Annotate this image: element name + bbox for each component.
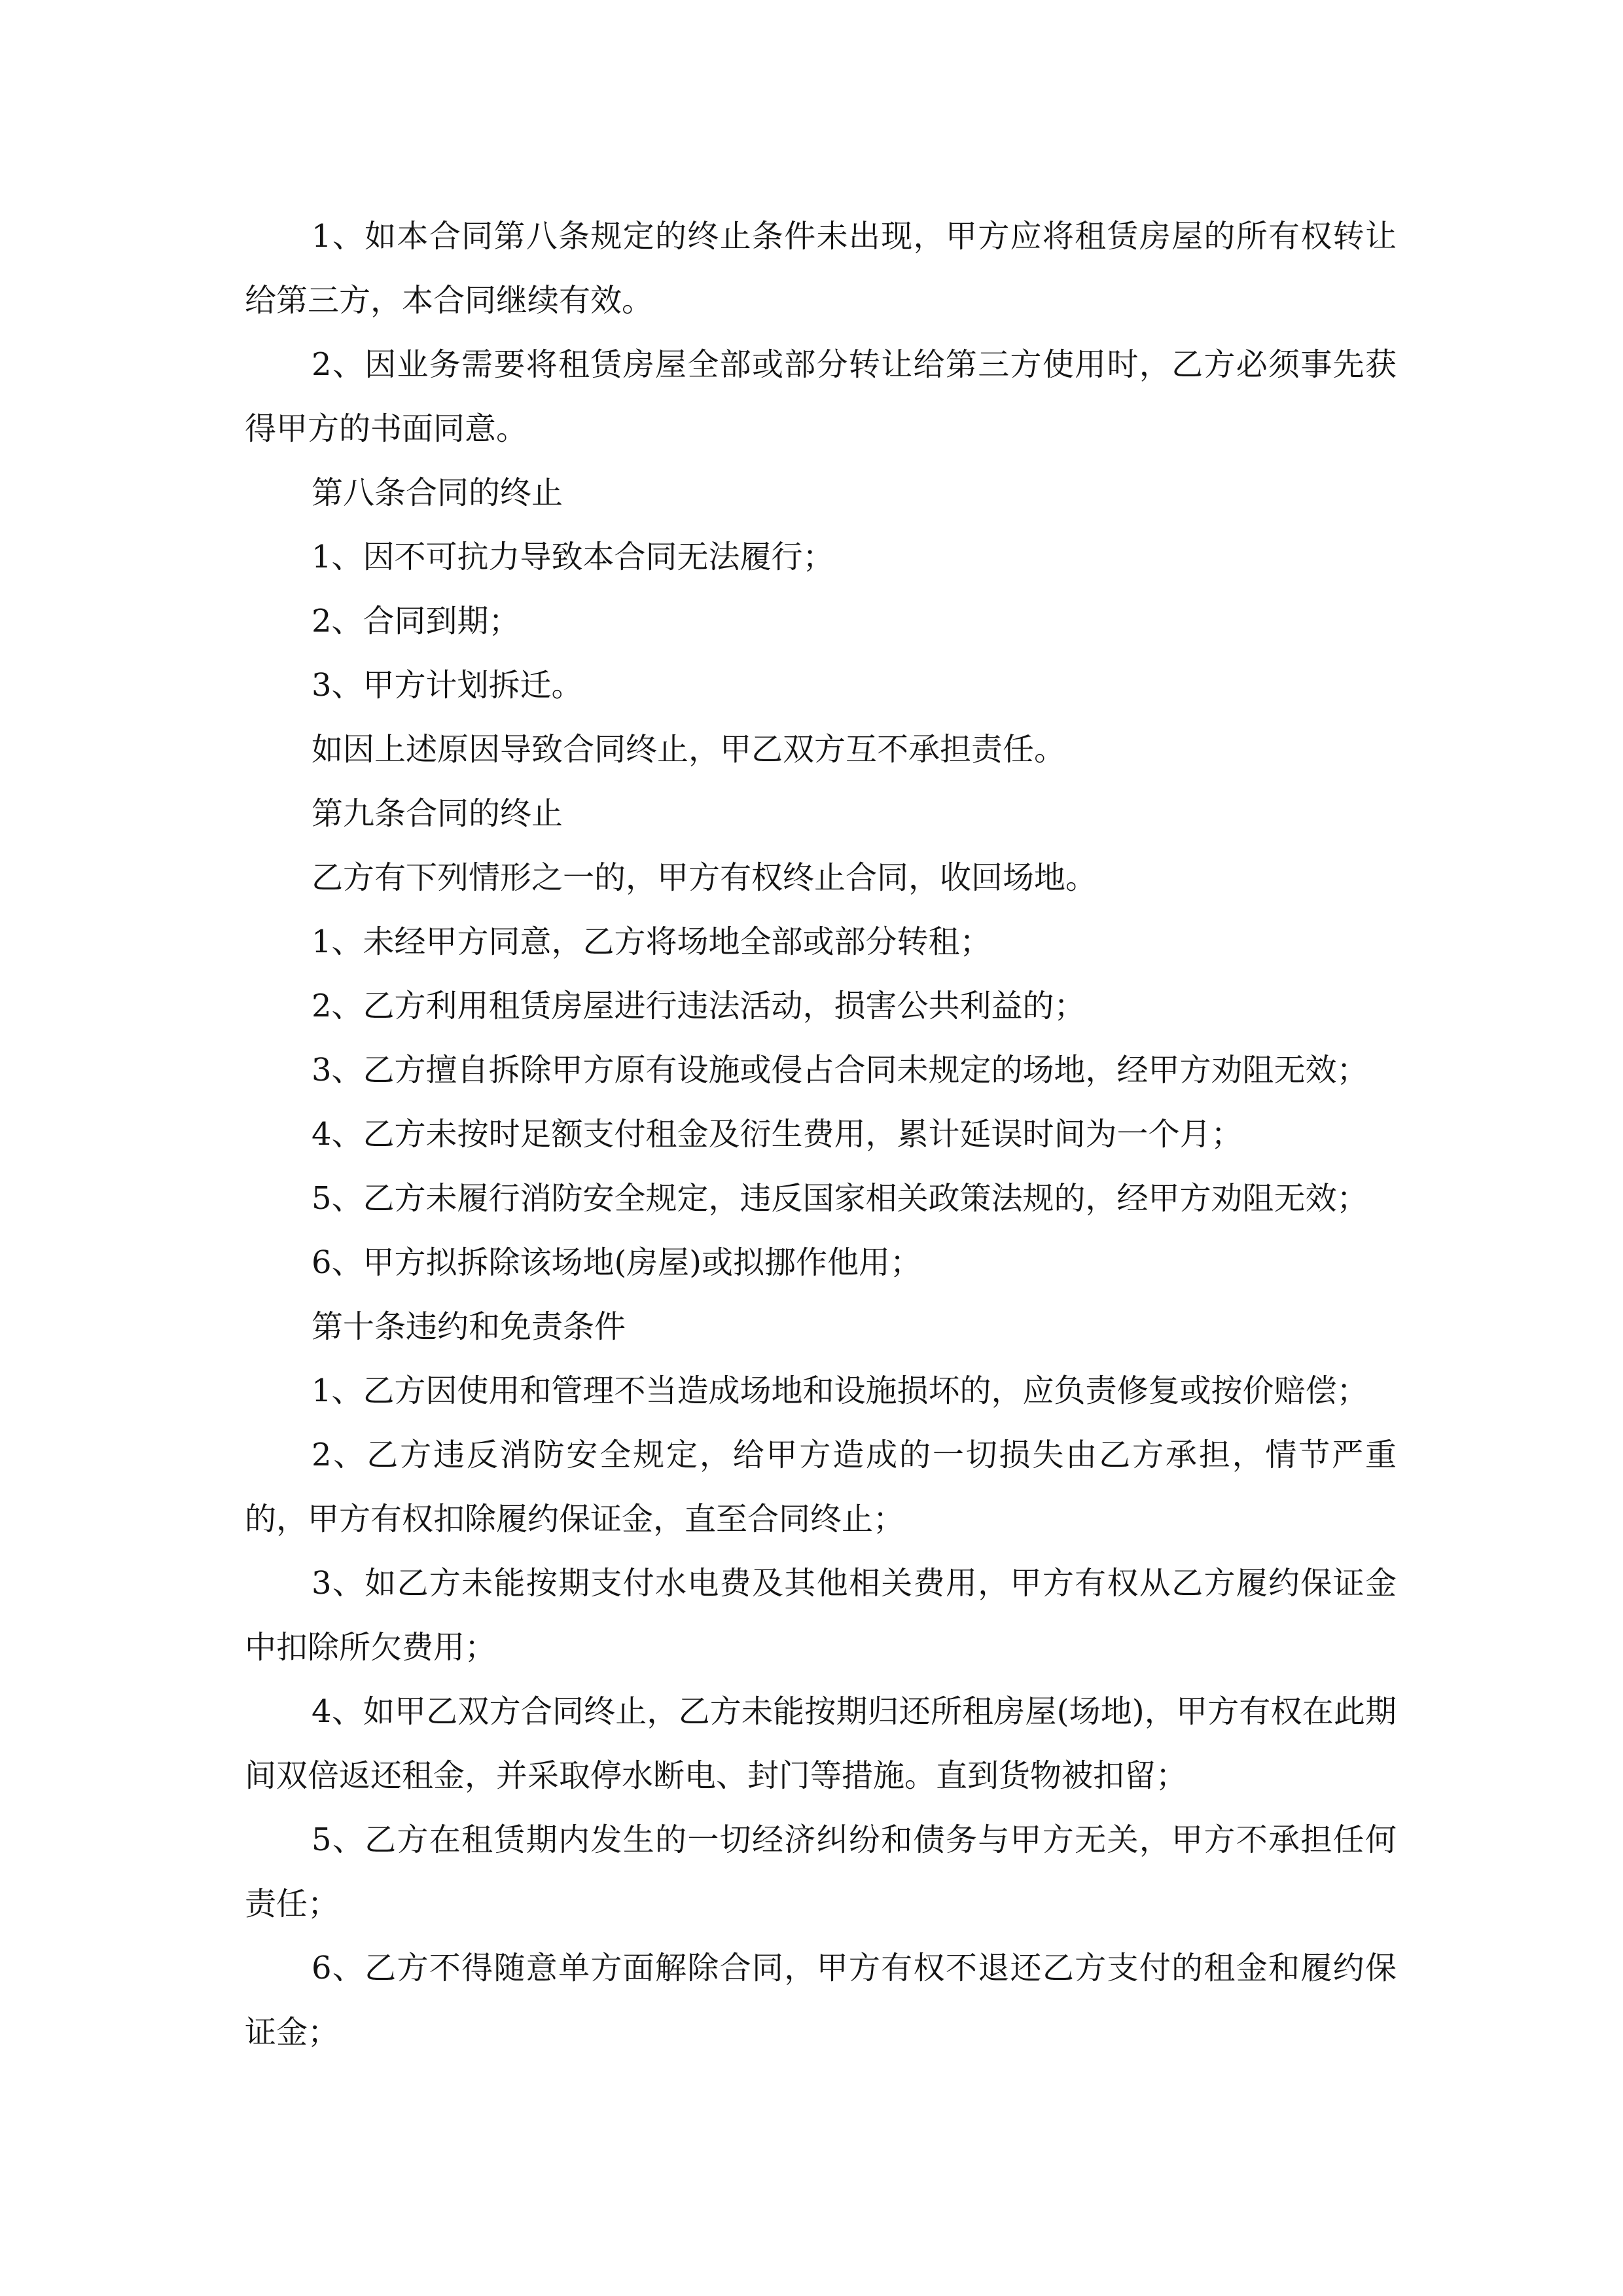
document-page <box>245 204 1397 2064</box>
paragraph: 6、乙方不得随意单方面解除合同，甲方有权不退还乙方支付的租金和履约保证金； <box>245 1950 1397 2051</box>
paragraph: 1、未经甲方同意，乙方将场地全部或部分转租； <box>312 924 991 960</box>
paragraph: 6、甲方拟拆除该场地(房屋)或拟挪作他用； <box>312 1244 921 1281</box>
paragraph: 3、甲方计划拆迁。 <box>312 667 583 704</box>
section-heading: 第十条违约和免责条件 <box>312 1308 626 1345</box>
paragraph: 2、合同到期； <box>312 603 520 639</box>
section-heading: 第九条合同的终止 <box>312 795 563 832</box>
paragraph: 2、乙方利用租赁房屋进行违法活动，损害公共利益的； <box>312 988 1086 1024</box>
paragraph: 2、乙方违反消防安全规定，给甲方造成的一切损失由乙方承担，情节严重的，甲方有权扣除履约保证金，直至合同终止； <box>245 1437 1397 1537</box>
paragraph: 4、如甲乙双方合同终止，乙方未能按期归还所租房屋(场地)，甲方有权在此期间双倍返还租金，并采取停水断电、封门等措施。直到货物被扣留； <box>245 1693 1397 1794</box>
paragraph: 3、如乙方未能按期支付水电费及其他相关费用，甲方有权从乙方履约保证金中扣除所欠费用； <box>245 1565 1397 1666</box>
paragraph: 乙方有下列情形之一的，甲方有权终止合同，收回场地。 <box>312 859 1097 896</box>
paragraph: 5、乙方在租赁期内发生的一切经济纠纷和债务与甲方无关，甲方不承担任何责任； <box>245 1821 1397 1922</box>
paragraph: 5、乙方未履行消防安全规定，违反国家相关政策法规的，经甲方劝阻无效； <box>312 1180 1368 1217</box>
paragraph: 4、乙方未按时足额支付租金及衍生费用，累计延误时间为一个月； <box>312 1116 1243 1153</box>
paragraph: 1、因不可抗力导致本合同无法履行； <box>312 539 834 575</box>
paragraph: 3、乙方擅自拆除甲方原有设施或侵占合同未规定的场地，经甲方劝阻无效； <box>312 1052 1368 1088</box>
section-heading: 第八条合同的终止 <box>312 475 563 511</box>
paragraph: 如因上述原因导致合同终止，甲乙双方互不承担责任。 <box>312 731 1066 768</box>
paragraph: 1、如本合同第八条规定的终止条件未出现，甲方应将租赁房屋的所有权转让给第三方，本合同继续有效。 <box>245 218 1397 319</box>
paragraph: 1、乙方因使用和管理不当造成场地和设施损坏的，应负责修复或按价赔偿； <box>312 1372 1368 1409</box>
paragraph: 2、因业务需要将租赁房屋全部或部分转让给第三方使用时，乙方必须事先获得甲方的书面同意。 <box>245 346 1397 447</box>
